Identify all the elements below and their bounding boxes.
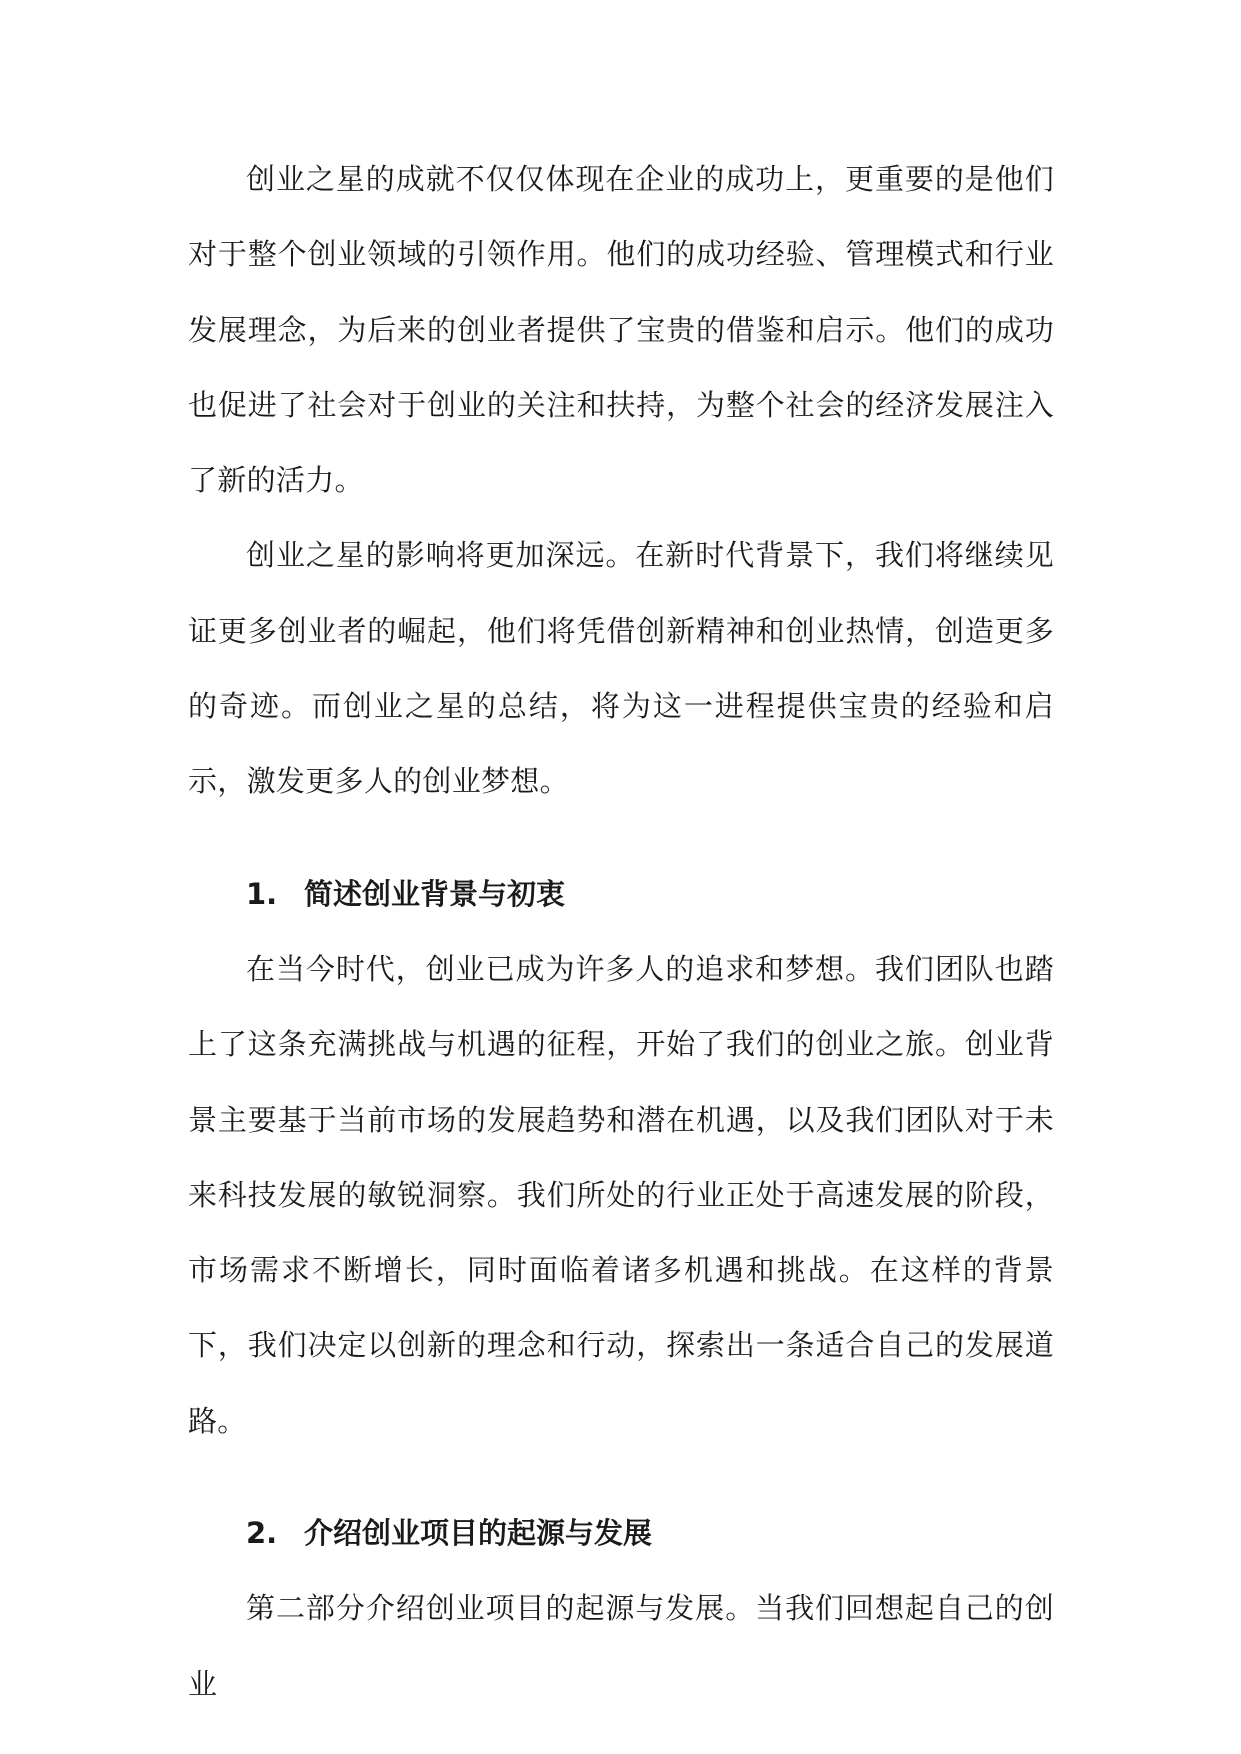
section-number-1: 1.: [246, 876, 278, 911]
section-number-2: 2.: [246, 1516, 278, 1551]
section-title-2: 介绍创业项目的起源与发展: [304, 1516, 653, 1551]
section-heading-1: [188, 857, 1054, 932]
section-title-1: 简述创业背景与初衷: [304, 876, 566, 911]
paragraph-influence: 创业之星的影响将更加深远。在新时代背景下，我们将继续见证更多创业者的崛起，他们将凭借创新精神和创业热情，创造更多的奇迹。而创业之星的总结，将为这一进程提供宝贵的经验和启示，激发更多人的创业梦想。: [188, 538, 1054, 799]
paragraph-background: 在当今时代，创业已成为许多人的追求和梦想。我们团队也踏上了这条充满挑战与机遇的征程，开始了我们的创业之旅。创业背景主要基于当前市场的发展趋势和潜在机遇，以及我们团队对于未来科技发展的敏锐洞察。我们所处的行业正处于高速发展的阶段，市场需求不断增长，同时面临着诸多机遇和挑战。在这样的背景下，我们决定以创新的理念和行动，探索出一条适合自己的发展道路。: [188, 951, 1054, 1438]
section-heading-2: [188, 1496, 1054, 1571]
spacer: [188, 1459, 1054, 1496]
document-body: [188, 142, 1054, 1722]
paragraph-origin: 第二部分介绍创业项目的起源与发展。当我们回想起自己的创业: [188, 1591, 1054, 1701]
paragraph-achievements: 创业之星的成就不仅仅体现在企业的成功上，更重要的是他们对于整个创业领域的引领作用。他们的成功经验、管理模式和行业发展理念，为后来的创业者提供了宝贵的借鉴和启示。他们的成功也促进了社会对于创业的关注和扶持，为整个社会的经济发展注入了新的活力。: [188, 162, 1054, 498]
spacer: [188, 820, 1054, 857]
